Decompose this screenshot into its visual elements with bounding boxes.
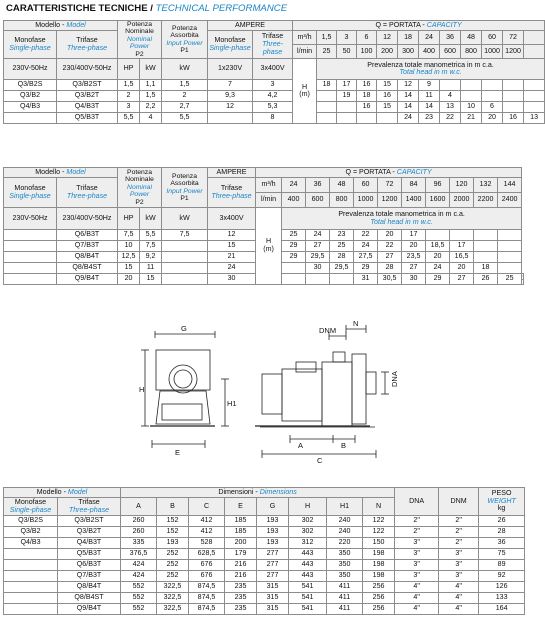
table-row [4,538,525,549]
q-value: 1000 [354,193,378,208]
head-caption: Prevalenza totale manometrica in m c.a. Total head in m w.c. [282,208,522,230]
cell-tri: Q9/B4T [58,604,121,615]
cell-value: 277 [257,549,289,560]
cell-value: 552 [121,593,157,604]
table-row [4,582,525,593]
cell-value: 256 [363,593,395,604]
cell-value: 198 [363,560,395,571]
dna-header: DNA [395,488,439,516]
q-value: 1000 [482,45,503,59]
dim-n-label: N [353,319,359,328]
table-row: Q8/B4ST 15 11 24 30 29,5 29 28 27 24 20 18 [4,263,524,274]
cell-value: 312 [289,538,327,549]
q-value: 48 [461,31,482,45]
q-value-empty [524,31,545,45]
cell-value: 252 [157,549,189,560]
monofase-header: Monofase Single-phase [4,178,57,208]
monofase-header: Monofase Single-phase [4,31,57,59]
lmin-label: l/min [293,45,317,59]
table-row: Q3/B2S Q3/B2ST 1,5 1,1 1,5 7 3 18 17 16 15 12 9 [4,80,545,91]
q-value: 60 [482,31,503,45]
cell-value: 277 [257,571,289,582]
q-value: 1,5 [317,31,337,45]
cell-value: 411 [327,582,363,593]
q-value: 12 [377,31,398,45]
dim-col: E [225,498,257,516]
cell-value: 164 [479,604,525,615]
cell-value: 874,5 [189,593,225,604]
cell-value: 235 [225,604,257,615]
dim-h1-label: H1 [227,399,237,408]
dim-col: N [363,498,395,516]
cell-value: 260 [121,527,157,538]
performance-table-1 [3,20,545,124]
lmin-label: l/min [256,193,282,208]
q-value: 36 [306,178,330,193]
cell-mono [4,593,58,604]
title-it: CARATTERISTICHE TECNICHE / [6,3,153,14]
cell-value: 552 [121,604,157,615]
q-value: 3 [337,31,357,45]
pump-front-view [141,331,229,448]
cell-value: 216 [225,560,257,571]
cell-value: 3" [439,571,479,582]
cell-value: 541 [289,593,327,604]
q-value: 2000 [450,193,474,208]
cell-value: 4" [395,604,439,615]
cell-value: 2" [395,527,439,538]
cell-value: 302 [289,527,327,538]
table-row [4,593,525,604]
q-value: 100 [357,45,377,59]
cell-tri: Q3/B2ST [58,516,121,527]
cell-value: 122 [363,516,395,527]
q-value: 6 [357,31,377,45]
table-row: Q4/B3 Q4/B3T 3 2,2 2,7 12 5,3 16 15 14 14 13 10 6 [4,102,545,113]
input-power-header: Potenza Assorbita Input Power P1 [162,21,208,59]
q-value: 800 [330,193,354,208]
q-value: 120 [450,178,474,193]
cell-value: 277 [257,560,289,571]
trifase-amp-header: Trifase Three-phase [253,31,293,59]
weight-header: PESO WEIGHT kg [479,488,525,516]
cell-value: 2" [439,516,479,527]
model-header: Modello - Model [4,21,118,31]
cell-value: 198 [363,549,395,560]
cell-value: 3" [395,538,439,549]
cell-value: 36 [479,538,525,549]
cell-value: 3" [439,549,479,560]
cell-value: 240 [327,516,363,527]
dimensions-table [3,487,525,615]
cell-mono: Q3/B2 [4,527,58,538]
q-value: 84 [402,178,426,193]
trifase-header: Trifase Three-phase [58,498,121,516]
cell-value: 315 [257,582,289,593]
voltage-1x230: 1x230V [208,59,253,80]
cell-value: 75 [479,549,525,560]
dim-col: B [157,498,189,516]
nominal-power-header: Potenza Nominale Nominal Power P2 [118,21,162,59]
dim-dnm-label: DNM [319,326,337,335]
cell-value: 89 [479,560,525,571]
cell-mono [4,549,58,560]
cell-value: 122 [363,527,395,538]
q-value: 18 [398,31,419,45]
cell-tri: Q4/B3T [58,538,121,549]
cell-value: 2" [439,538,479,549]
m3h-label: m³/h [256,178,282,193]
cell-value: 3" [395,549,439,560]
capacity-header: Q = PORTATA - CAPACITY [256,168,522,178]
q-value: 1400 [402,193,426,208]
q-value: 50 [337,45,357,59]
dim-col: H [289,498,327,516]
cell-value: 424 [121,560,157,571]
voltage-three: 230/400V-50Hz [57,59,118,80]
trifase-header: Trifase Three-phase [57,31,118,59]
cell-value: 126 [479,582,525,593]
table-row [4,516,525,527]
cell-value: 193 [157,538,189,549]
cell-value: 235 [225,593,257,604]
cell-value: 4" [395,582,439,593]
pump-side-view [255,325,389,458]
voltage-three: 230/400V-50Hz [57,208,118,230]
page-title [6,3,287,14]
cell-mono: Q3/B2S [4,516,58,527]
q-value: 72 [503,31,524,45]
cell-value: 252 [157,571,189,582]
cell-value: 335 [121,538,157,549]
title-en: TECHNICAL PERFORMANCE [152,3,288,14]
voltage-3x400: 3x400V [208,208,256,230]
q-value: 2200 [474,193,498,208]
cell-value: 4" [439,604,479,615]
table-row: Q7/B3T 10 7,5 15 29 27 25 24 22 20 18,5 17 [4,241,524,252]
cell-value: 256 [363,582,395,593]
cell-value: 302 [289,516,327,527]
cell-value: 152 [157,527,189,538]
dim-col: A [121,498,157,516]
unit-hp: HP [118,59,140,80]
cell-value: 3" [395,571,439,582]
q-value-empty [524,45,545,59]
table-row [4,571,525,582]
cell-value: 193 [257,516,289,527]
cell-value: 350 [327,549,363,560]
cell-value: 315 [257,604,289,615]
cell-value: 198 [363,571,395,582]
dim-dna-label: DNA [390,371,399,387]
cell-value: 150 [363,538,395,549]
cell-value: 185 [225,516,257,527]
trifase-header: Trifase Three-phase [57,178,118,208]
cell-value: 2" [439,527,479,538]
q-value: 600 [440,45,461,59]
cell-tri: Q3/B2T [58,527,121,538]
cell-value: 350 [327,560,363,571]
table-row [4,604,525,615]
cell-value: 676 [189,560,225,571]
cell-value: 185 [225,527,257,538]
model-header: Modello - Model [4,168,118,178]
cell-value: 3" [395,560,439,571]
cell-mono [4,604,58,615]
ampere-header: AMPERE [208,21,293,31]
cell-value: 193 [257,527,289,538]
input-power-header: Potenza Assorbita Input Power P1 [162,168,208,208]
q-value: 24 [419,31,440,45]
cell-value: 2" [395,516,439,527]
head-unit: H (m) [293,59,317,124]
cell-mono [4,582,58,593]
unit-kw: kW [162,208,208,230]
cell-tri: Q5/B3T [58,549,121,560]
cell-value: 3" [439,560,479,571]
cell-tri: Q8/B4ST [58,593,121,604]
table-row [4,527,525,538]
cell-value: 200 [225,538,257,549]
voltage-3x400: 3x400V [253,59,293,80]
dnm-header: DNM [439,488,479,516]
cell-value: 4" [395,593,439,604]
head-caption: Prevalenza totale manometrica in m c.a. Total head in m w.c. [317,59,545,80]
voltage-single: 230V-50Hz [4,59,57,80]
monofase-amp-header: Monofase Single-phase [208,31,253,59]
cell-value: 424 [121,571,157,582]
cell-value: 412 [189,527,225,538]
cell-value: 216 [225,571,257,582]
cell-mono [4,571,58,582]
cell-tri: Q6/B3T [58,560,121,571]
dimensions-header: Dimensioni - Dimensions [121,488,395,498]
table-row [4,549,525,560]
table-row: Q5/B3T 5,5 4 5,5 8 24 23 22 21 20 16 13 [4,113,545,124]
cell-value: 315 [257,593,289,604]
voltage-single: 230V-50Hz [4,208,57,230]
q-value: 2400 [498,193,522,208]
cell-value: 412 [189,516,225,527]
cell-value: 133 [479,593,525,604]
ampere-header: AMPERE [208,168,256,178]
q-value: 24 [282,178,306,193]
dim-col: H1 [327,498,363,516]
table-row: Q8/B4T 12,5 9,2 21 29 29,5 28 27,5 27 23,5 20 16,5 [4,252,524,263]
cell-mono: Q4/B3 [4,538,58,549]
dim-col: G [257,498,289,516]
dim-b-label: B [341,441,347,450]
cell-value: 350 [327,571,363,582]
table-row: Q6/B3T 7,5 5,5 7,5 12 25 24 23 22 20 17 [4,230,524,241]
cell-value: 235 [225,582,257,593]
monofase-header: Monofase Single-phase [4,498,58,516]
q-value: 25 [317,45,337,59]
cell-value: 322,5 [157,593,189,604]
cell-value: 628,5 [189,549,225,560]
cell-value: 193 [257,538,289,549]
dim-e-label: E [175,448,181,457]
dim-col: C [189,498,225,516]
q-value: 72 [378,178,402,193]
cell-tri: Q7/B3T [58,571,121,582]
cell-value: 4" [439,593,479,604]
q-value: 132 [474,178,498,193]
nominal-power-header: Potenza Nominale Nominal Power P2 [118,168,162,208]
unit-kw: kW [140,208,162,230]
cell-value: 541 [289,604,327,615]
dim-g-label: G [181,324,187,333]
q-value: 36 [440,31,461,45]
q-value: 1200 [503,45,524,59]
cell-value: 411 [327,593,363,604]
cell-value: 874,5 [189,582,225,593]
dim-h-label: H [139,385,145,394]
q-value: 800 [461,45,482,59]
cell-value: 28 [479,527,525,538]
cell-value: 443 [289,560,327,571]
q-value: 60 [354,178,378,193]
head-unit: H (m) [256,208,282,285]
cell-value: 179 [225,549,257,560]
q-value: 400 [282,193,306,208]
q-value: 200 [377,45,398,59]
table-row: Q3/B2 Q3/B2T 2 1,5 2 9,3 4,2 19 18 16 14 11 4 [4,91,545,102]
table-row [4,560,525,571]
unit-kw: kW [140,59,162,80]
cell-value: 152 [157,516,189,527]
cell-value: 240 [327,527,363,538]
unit-kw: kW [162,59,208,80]
cell-value: 874,5 [189,604,225,615]
cell-value: 676 [189,571,225,582]
cell-value: 322,5 [157,604,189,615]
cell-value: 256 [363,604,395,615]
q-value: 1600 [426,193,450,208]
cell-tri: Q8/B4T [58,582,121,593]
q-value: 400 [419,45,440,59]
q-value: 48 [330,178,354,193]
cell-value: 541 [289,582,327,593]
table-row: Q9/B4T 20 15 30 31 30,5 30 29 27 26 25 [4,274,524,285]
q-value: 96 [426,178,450,193]
pump-dimension-drawing [0,314,530,474]
dimensions-body [4,516,525,615]
cell-value: 220 [327,538,363,549]
q-value: 1200 [378,193,402,208]
performance-table-2 [3,167,524,285]
model-header: Modello - Model [4,488,121,498]
cell-value: 528 [189,538,225,549]
cell-value: 252 [157,560,189,571]
capacity-header: Q = PORTATA - CAPACITY [293,21,545,31]
cell-value: 260 [121,516,157,527]
m3h-label: m³/h [293,31,317,45]
trifase-amp-header: Trifase Three-phase [208,178,256,208]
cell-value: 26 [479,516,525,527]
q-value: 144 [498,178,522,193]
cell-value: 443 [289,549,327,560]
cell-mono [4,560,58,571]
cell-value: 552 [121,582,157,593]
q-value: 300 [398,45,419,59]
q-value: 600 [306,193,330,208]
cell-value: 443 [289,571,327,582]
cell-value: 4" [439,582,479,593]
dim-c-label: C [317,456,323,465]
dim-a-label: A [298,441,304,450]
cell-value: 92 [479,571,525,582]
unit-hp: HP [118,208,140,230]
cell-value: 376,5 [121,549,157,560]
cell-value: 322,5 [157,582,189,593]
cell-value: 411 [327,604,363,615]
